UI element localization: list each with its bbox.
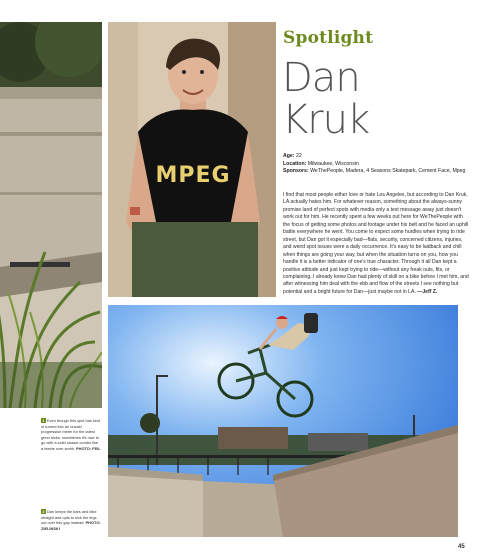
- article-text: I find that most people either love or hate Los Angeles, but according to Dan Kruk, LA actually hates him. For whatever reason, something about the always-sunny promise land of perfect spots with media only a text message away just doesn't work out for him. He recently spent a few weeks out here for WeThePeople with the focus of getting some photos and footage under his belt and he faced an uphill battle everywhere he went. You come to expect some hurdles when trying to ride street, but Dan got it especially bad—flats, security, concerned citizens, injuries, and weird spot issues were a daily occurrence. It's easy to be laidback and chill when things are going your way, but when the situation turns on you, how you handle it is a better indicator of one's true character. Through it all Dan kept a positive attitude and just kept trying to ride—without any freak outs, fits, or complaining. I already knew Dan had plenty of skill on a bike before I met him, and after witnessing him deal with the ebb and flow of the streets I see nothing but potential and a bright future for Dan—just maybe not in LA.: [283, 192, 469, 295]
- portrait-photo: [108, 22, 276, 297]
- fact-location-value: Milwaukee, Wisconsin: [307, 160, 359, 167]
- action-photo: [108, 305, 458, 537]
- article-body: [283, 192, 471, 296]
- caption-text: Even though this spot has kind of turned into an unsaid progression meter for the latest grind tricks, sometimes it's nice to go with a solid classic combo like a feeble over smith.: [41, 418, 100, 451]
- section-title: Spotlight: [283, 28, 374, 48]
- fact-sponsors-label: Sponsors:: [283, 168, 309, 175]
- caption-marker: 1: [42, 418, 45, 424]
- fact-age-value: 22: [295, 153, 302, 159]
- fact-sponsors-value: WeThePeople, Madera, 4 Seasons Skatepark, Cement Face, Mpeg: [310, 168, 466, 175]
- caption-marker: 2: [42, 509, 45, 515]
- page-number: 45: [458, 544, 465, 550]
- shirt-logo-text: MPEG: [155, 163, 231, 188]
- fact-age-label: Age:: [283, 153, 295, 159]
- fact-location: [283, 161, 473, 169]
- caption-action-photo: [41, 509, 101, 531]
- fact-location-label: Location:: [283, 160, 307, 167]
- fact-age: [283, 153, 473, 161]
- article-byline: —Jeff Z.: [417, 288, 438, 295]
- rider-facts: [283, 153, 473, 176]
- side-photo-ledge: [0, 22, 102, 408]
- fact-sponsors: [283, 168, 473, 176]
- caption-side-photo: [41, 418, 101, 452]
- rider-first-name: Dan: [282, 55, 360, 101]
- caption-credit: PHOTO: FEIL: [76, 445, 101, 451]
- caption-text: Dan keeps the bars and bike straight and opts to kick the legs out over this gap instead.: [41, 509, 97, 526]
- caption-credit: PHOTO: ZIELINSKI: [41, 520, 101, 531]
- rider-last-name: Kruk: [282, 97, 370, 143]
